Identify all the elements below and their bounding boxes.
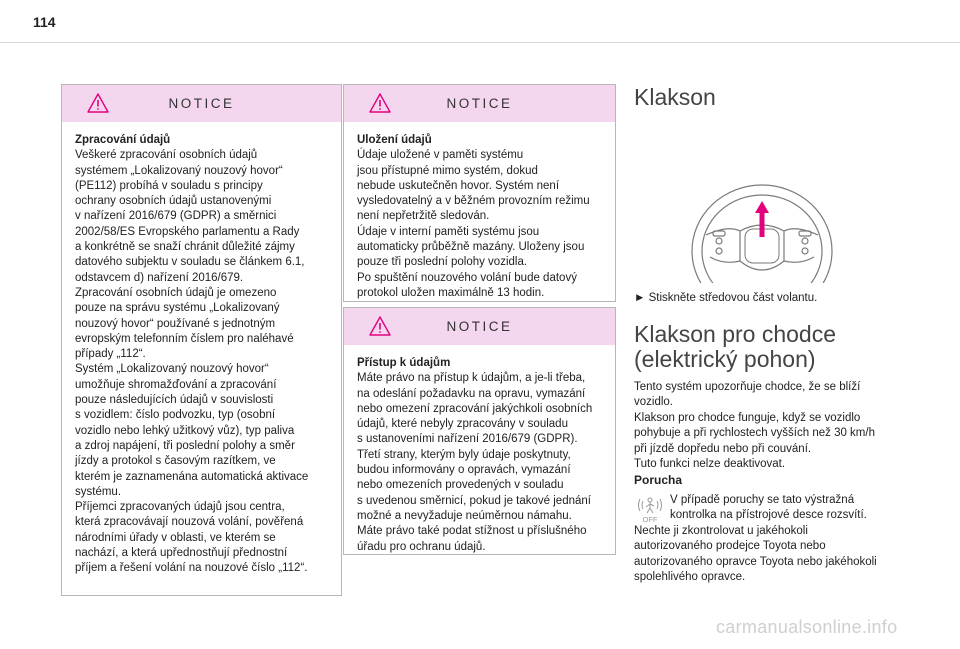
klakson-step: ► Stiskněte středovou část volantu. (634, 292, 818, 304)
page-number: 114 (33, 14, 56, 30)
fault-subheading: Porucha (634, 473, 683, 487)
fault-instructions: Nechte ji zkontrolovat u jakéhokoli autorizovaného prodejce Toyota nebo autorizovaného opravce Toyota nebo jakéhokoli spolehlivého opravce. (634, 525, 877, 584)
notice-text: Veškeré zpracování osobních údajů systémem „Lokalizovaný nouzový hovor“ (PE112) probíhá v souladu s principy ochrany osobních údajů ustanovenými v nařízení 2016/679 (GDPR) a směrnici 2002/58/ES Evropského parlamentu a Rady a konkrétně se snaží chránit důležité zájmy datového subjektu v souladu se článkem 6.1, odstavcem d) nařízení 2016/679. Zpracování osobních údajů je omezeno pouze na správu systému „Lokalizovaný nouzový hovor“ používané s jednotným evropským telefonním číslem pro naléhavé případy „112“. Systém „Lokalizovaný nouzový hovor“ umožňuje shromažďování a zpracování pouze následujících údajů v souvislosti s vozidlem: číslo podvozku, typ (osobní vozidlo nebo lehký užitkový vůz), typ paliva a zdroj napájení, tři poslední polohy a směr jízdy a protokol s časovým razítkem, ve kterém je zaznamenána automatická aktivace systému. Příjemci zpracovaných údajů jsou centra, která zpracovávají nouzová volání, pověřená národními úřady v oblasti, ve kterém se nachází, a která upřednostňují přednostní příjem a řešení volání na nouzové číslo „112“. (75, 149, 309, 575)
pedestrian-horn-description: Tento systém upozorňuje chodce, že se blíží vozidlo. Klakson pro chodce funguje, když se vozidlo pohybuje a při rychlostech vyšších než 30 km/h při jízdě dopředu nebo při couvání. Tuto funkci nelze deaktivovat. (634, 381, 875, 471)
notice-title: NOTICE (446, 319, 513, 334)
notice-heading: Uložení údajů (357, 134, 432, 146)
notice-header (344, 85, 615, 122)
section-title-klakson: Klakson (634, 84, 716, 110)
warning-triangle-icon (369, 316, 391, 336)
notice-heading: Zpracování údajů (75, 134, 171, 146)
warning-icon-label: OFF (642, 515, 658, 523)
fault-indicator-text: V případě poruchy se tato výstražná kontrolka na přístrojové desce rozsvítí. (670, 494, 867, 522)
notice-body (344, 122, 615, 301)
notice-text: Máte právo na přístup k údajům, a je-li třeba, na odeslání požadavku na opravu, vymazání nebo omezení zpracování jakýchkoli osobních údajů, které nebyly zpracovány v souladu s ustanoveními nařízení 2016/679 (GDPR). Třetí strany, kterým byly údaje poskytnuty, budou informovány o opravách, vymazání nebo omezeních provedených v souladu s uvedenou směrnicí, pokud je takové jednání možné a nevyžaduje neúměrnou námahu. Máte právo také podat stížnost u příslušného úřadu pro ochranu údajů. (357, 372, 593, 553)
watermark: carmanualsonline.info (716, 617, 898, 637)
notice-title: NOTICE (446, 96, 513, 111)
notice-header (62, 85, 341, 122)
warning-triangle-icon (87, 93, 109, 113)
steering-wheel-icon (688, 183, 836, 283)
notice-body (62, 122, 341, 577)
notice-text: Údaje uložené v paměti systému jsou přístupné mimo systém, dokud nebude uskutečněn hovor. Systém není vysledovatelný a v běžném provozním režimu není nepřetržitě sledován. Údaje v interní paměti systému jsou automaticky průběžně mazány. Uloženy jsou pouze tři poslední polohy vozidla. Po spuštění nouzového volání bude datový protokol uložen maximálně 13 hodin. (357, 149, 590, 299)
notice-heading: Přístup k údajům (357, 357, 451, 369)
pedestrian-warning-off-icon (634, 495, 666, 523)
header-divider (0, 42, 960, 43)
section-title-pedestrian-horn: Klakson pro chodce (elektrický pohon) (634, 321, 837, 372)
notice-box-data-processing (61, 84, 342, 596)
notice-box-data-access (343, 307, 616, 555)
warning-triangle-icon (369, 93, 391, 113)
notice-header (344, 308, 615, 345)
notice-box-data-storage (343, 84, 616, 302)
notice-title: NOTICE (168, 96, 235, 111)
notice-body (344, 345, 615, 555)
